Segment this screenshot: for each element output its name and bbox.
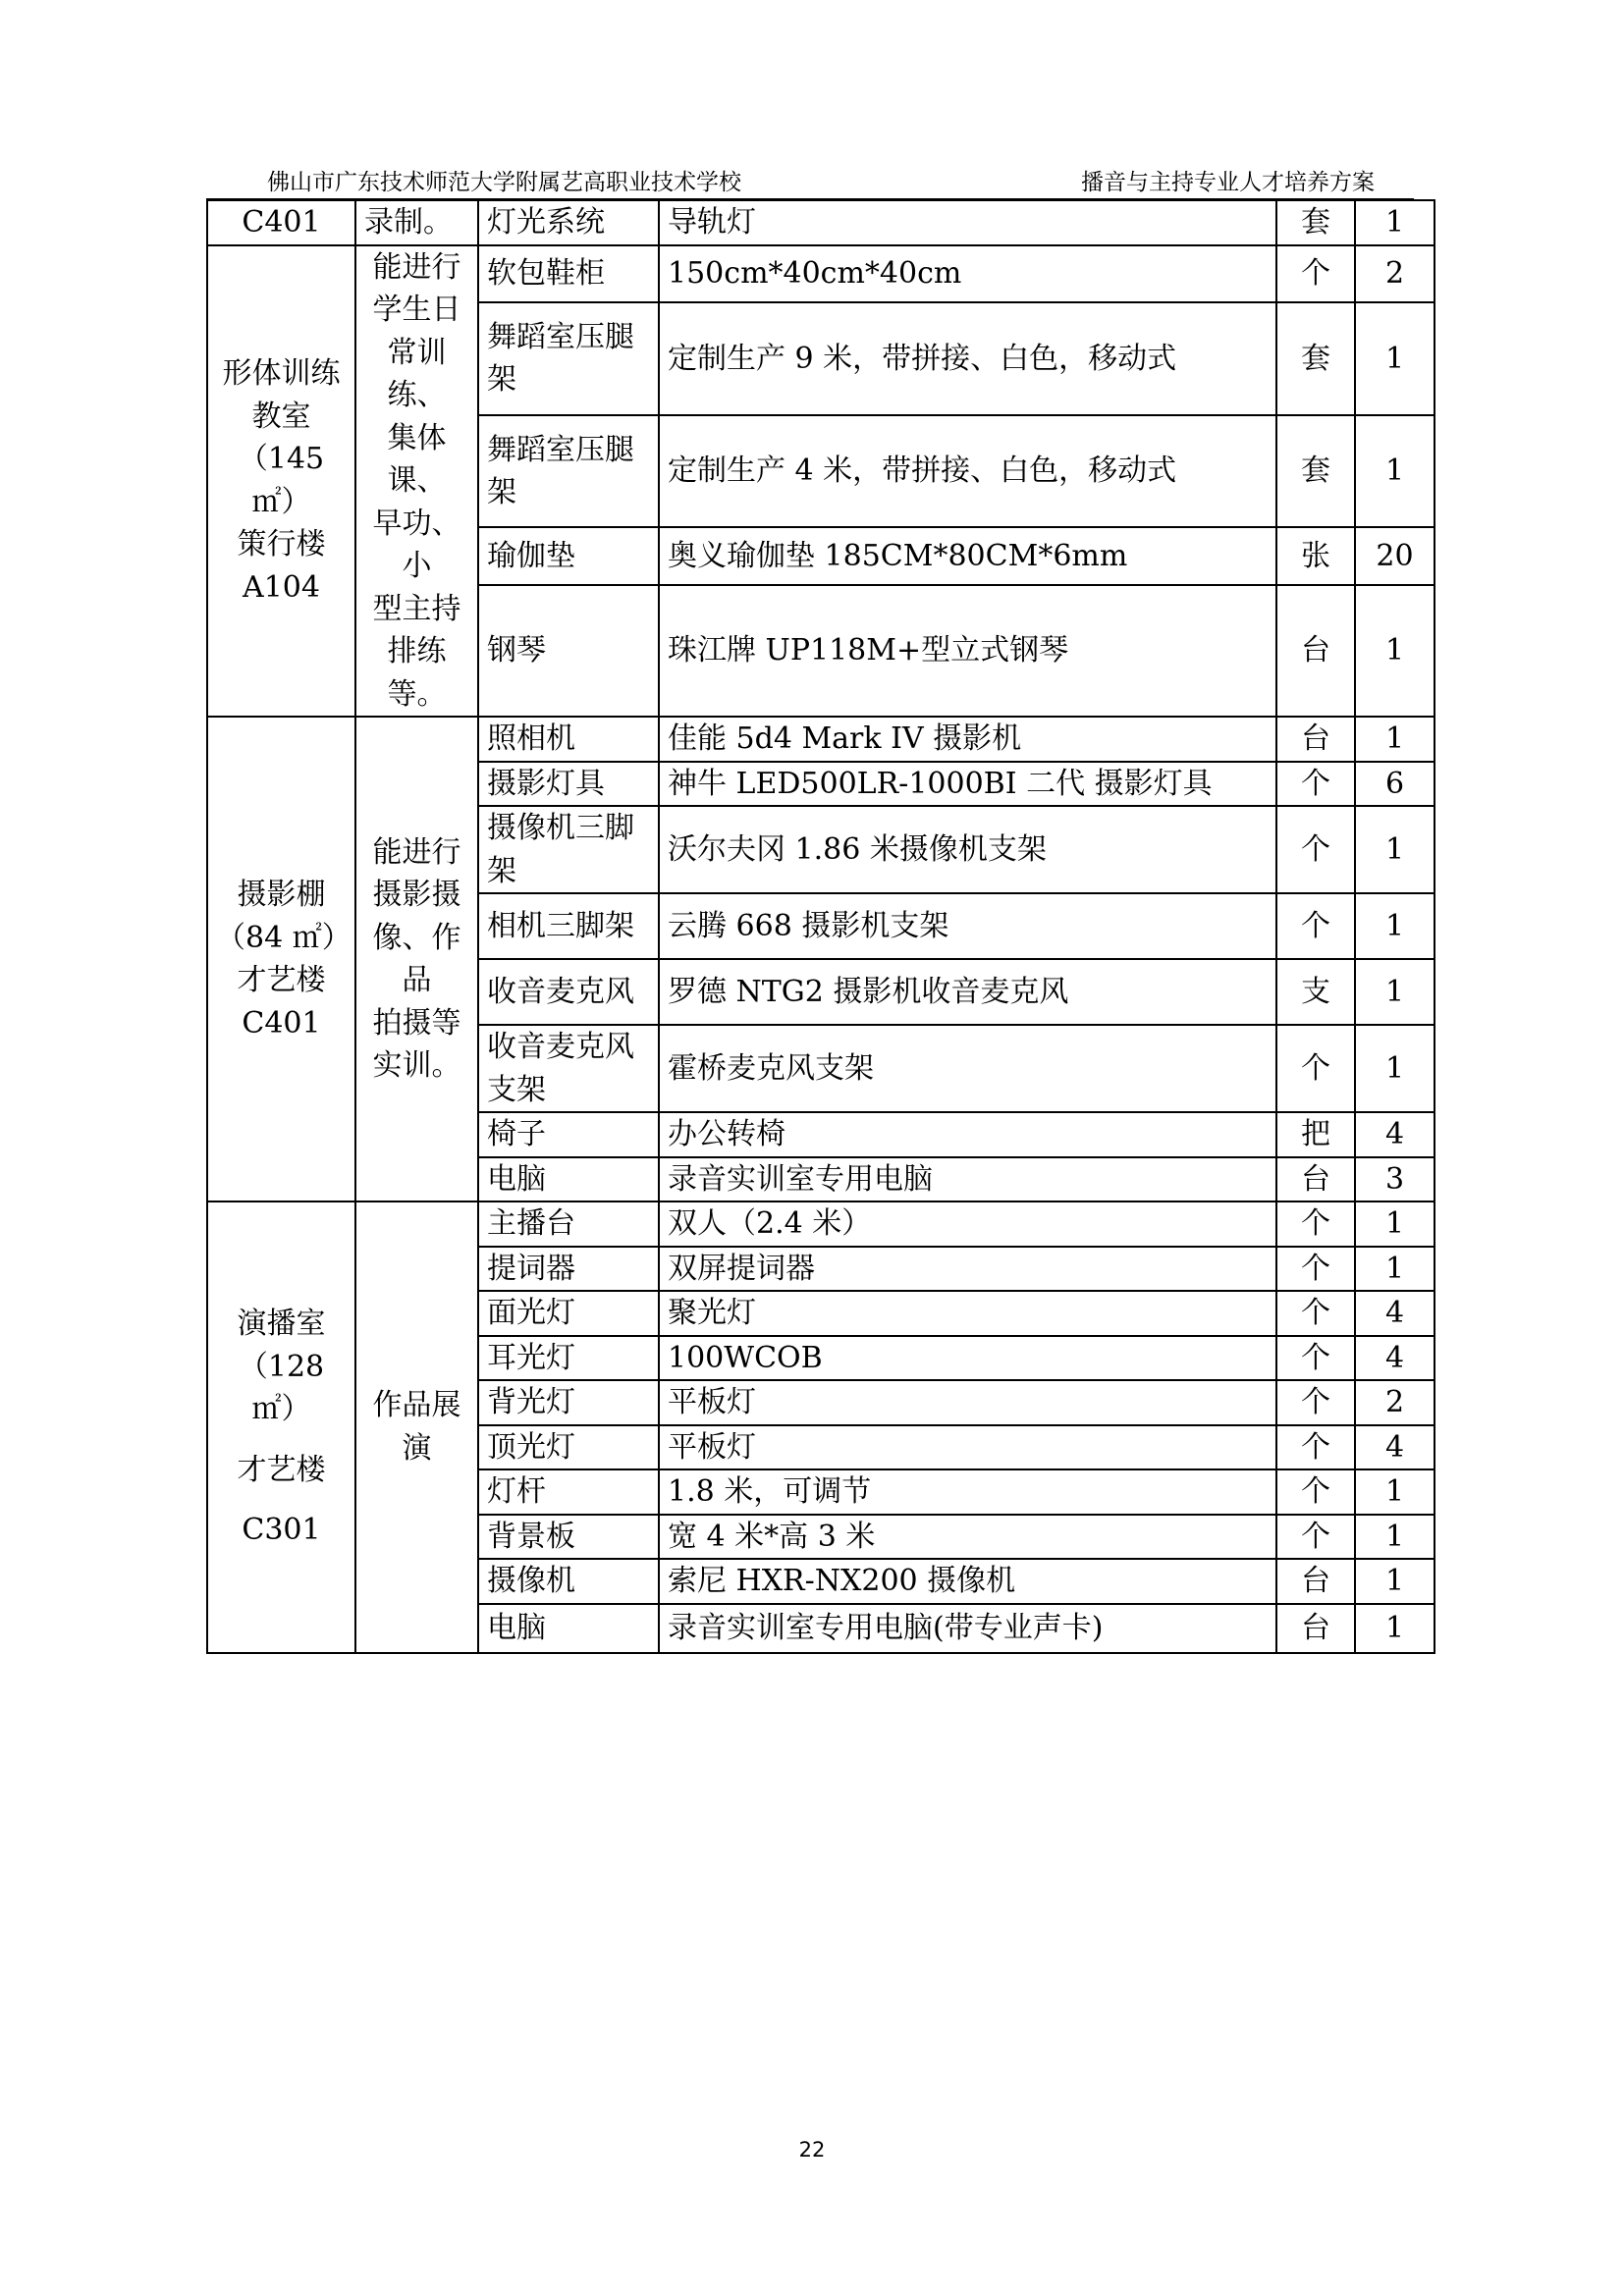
function-cell: 录制。 xyxy=(355,200,478,245)
quantity-cell: 1 xyxy=(1355,1469,1435,1515)
room-line: 演播室 xyxy=(237,1307,326,1341)
room-cell: C401 xyxy=(207,200,355,245)
equipment-spec: 沃尔夫冈 1.86 米摄像机支架 xyxy=(659,806,1276,893)
equipment-name: 瑜伽垫 xyxy=(478,527,659,585)
unit-cell: 台 xyxy=(1276,717,1355,762)
equipment-spec: 奥义瑜伽垫 185CM*80CM*6mm xyxy=(659,527,1276,585)
equipment-name: 电脑 xyxy=(478,1157,659,1202)
quantity-cell: 4 xyxy=(1355,1291,1435,1336)
equipment-table xyxy=(206,199,1435,1654)
equipment-name: 摄像机三脚架 xyxy=(478,806,659,893)
table-row xyxy=(207,1201,1435,1247)
quantity-cell: 1 xyxy=(1355,1515,1435,1560)
function-line: 学生日 xyxy=(372,293,461,327)
unit-cell: 个 xyxy=(1276,1201,1355,1247)
equipment-spec: 平板灯 xyxy=(659,1380,1276,1425)
equipment-name: 提词器 xyxy=(478,1247,659,1292)
unit-cell: 个 xyxy=(1276,806,1355,893)
unit-cell: 套 xyxy=(1276,200,1355,245)
unit-cell: 支 xyxy=(1276,959,1355,1025)
equipment-name: 舞蹈室压腿架 xyxy=(478,415,659,528)
equipment-name: 摄像机 xyxy=(478,1559,659,1604)
equipment-name: 照相机 xyxy=(478,717,659,762)
unit-cell: 个 xyxy=(1276,1336,1355,1381)
equipment-spec: 佳能 5d4 Mark IV 摄影机 xyxy=(659,717,1276,762)
room-line: 策行楼 xyxy=(237,527,326,562)
room-cell xyxy=(207,717,355,1201)
unit-cell: 套 xyxy=(1276,415,1355,528)
quantity-cell: 1 xyxy=(1355,1025,1435,1112)
room-line: C401 xyxy=(242,1005,321,1041)
quantity-cell: 1 xyxy=(1355,585,1435,717)
document-title: 播音与主持专业人才培养方案 xyxy=(1081,170,1375,195)
unit-cell: 台 xyxy=(1276,1157,1355,1202)
equipment-spec: 导轨灯 xyxy=(659,200,1276,245)
equipment-name: 背景板 xyxy=(478,1515,659,1560)
function-cell xyxy=(355,717,478,1201)
equipment-spec: 定制生产 9 米，带拼接、白色，移动式 xyxy=(659,302,1276,415)
unit-cell: 把 xyxy=(1276,1112,1355,1157)
room-line: 摄影棚 xyxy=(237,878,326,912)
equipment-name: 电脑 xyxy=(478,1604,659,1653)
function-line: 能进行 xyxy=(372,249,461,285)
equipment-spec: 宽 4 米*高 3 米 xyxy=(659,1515,1276,1560)
quantity-cell: 1 xyxy=(1355,200,1435,245)
room-line: （145 ㎡） xyxy=(238,442,325,519)
quantity-cell: 1 xyxy=(1355,959,1435,1025)
quantity-cell: 1 xyxy=(1355,415,1435,528)
quantity-cell: 1 xyxy=(1355,1201,1435,1247)
function-line: 拍摄等 xyxy=(372,1005,461,1041)
room-line: A104 xyxy=(243,569,320,605)
unit-cell: 台 xyxy=(1276,1559,1355,1604)
quantity-cell: 4 xyxy=(1355,1112,1435,1157)
equipment-spec: 神牛 LED500LR-1000BI 二代 摄影灯具 xyxy=(659,762,1276,807)
equipment-name: 椅子 xyxy=(478,1112,659,1157)
equipment-name: 相机三脚架 xyxy=(478,893,659,959)
equipment-spec: 平板灯 xyxy=(659,1425,1276,1470)
quantity-cell: 3 xyxy=(1355,1157,1435,1202)
equipment-spec: 录音实训室专用电脑(带专业声卡) xyxy=(659,1604,1276,1653)
equipment-name: 收音麦克风支架 xyxy=(478,1025,659,1112)
equipment-spec: 索尼 HXR-NX200 摄像机 xyxy=(659,1559,1276,1604)
equipment-spec: 办公转椅 xyxy=(659,1112,1276,1157)
unit-cell: 个 xyxy=(1276,762,1355,807)
quantity-cell: 2 xyxy=(1355,1380,1435,1425)
room-line: 才艺楼 xyxy=(237,963,326,997)
table-row xyxy=(207,200,1435,245)
function-cell xyxy=(355,1201,478,1653)
room-line: C301 xyxy=(242,1513,321,1547)
equipment-name: 收音麦克风 xyxy=(478,959,659,1025)
equipment-name: 灯杆 xyxy=(478,1469,659,1515)
equipment-spec: 珠江牌 UP118M+型立式钢琴 xyxy=(659,585,1276,717)
equipment-name: 软包鞋柜 xyxy=(478,245,659,303)
unit-cell: 套 xyxy=(1276,302,1355,415)
page-number: 22 xyxy=(798,2138,826,2162)
unit-cell: 个 xyxy=(1276,245,1355,303)
quantity-cell: 1 xyxy=(1355,1247,1435,1292)
unit-cell: 台 xyxy=(1276,1604,1355,1653)
equipment-name: 舞蹈室压腿架 xyxy=(478,302,659,415)
equipment-name: 钢琴 xyxy=(478,585,659,717)
unit-cell: 个 xyxy=(1276,893,1355,959)
quantity-cell: 1 xyxy=(1355,893,1435,959)
quantity-cell: 6 xyxy=(1355,762,1435,807)
function-line: 早功、小 xyxy=(372,506,461,583)
unit-cell: 个 xyxy=(1276,1425,1355,1470)
quantity-cell: 1 xyxy=(1355,717,1435,762)
unit-cell: 台 xyxy=(1276,585,1355,717)
equipment-spec: 聚光灯 xyxy=(659,1291,1276,1336)
function-line: 演 xyxy=(402,1430,432,1466)
function-line: 排练等。 xyxy=(387,634,447,712)
table-row xyxy=(207,245,1435,303)
quantity-cell: 1 xyxy=(1355,806,1435,893)
unit-cell: 个 xyxy=(1276,1247,1355,1292)
function-line: 实训。 xyxy=(372,1048,461,1083)
equipment-name: 摄影灯具 xyxy=(478,762,659,807)
room-line: （128 ㎡） xyxy=(238,1349,325,1426)
quantity-cell: 4 xyxy=(1355,1425,1435,1470)
equipment-name: 面光灯 xyxy=(478,1291,659,1336)
page-header xyxy=(206,160,1414,199)
equipment-spec: 150cm*40cm*40cm xyxy=(659,245,1276,303)
unit-cell: 个 xyxy=(1276,1469,1355,1515)
room-line: 教室 xyxy=(251,399,311,434)
function-line: 常训练、 xyxy=(387,335,447,412)
equipment-spec: 双人（2.4 米） xyxy=(659,1201,1276,1247)
equipment-spec: 录音实训室专用电脑 xyxy=(659,1157,1276,1202)
equipment-spec: 1.8 米，可调节 xyxy=(659,1469,1276,1515)
room-line: 形体训练 xyxy=(222,356,341,392)
room-cell xyxy=(207,1201,355,1653)
function-line: 像、作品 xyxy=(372,920,461,997)
equipment-name: 灯光系统 xyxy=(478,200,659,245)
equipment-spec: 云腾 668 摄影机支架 xyxy=(659,893,1276,959)
equipment-spec: 定制生产 4 米，带拼接、白色，移动式 xyxy=(659,415,1276,528)
unit-cell: 张 xyxy=(1276,527,1355,585)
unit-cell: 个 xyxy=(1276,1291,1355,1336)
unit-cell: 个 xyxy=(1276,1025,1355,1112)
function-line: 集体课、 xyxy=(387,420,447,498)
equipment-name: 耳光灯 xyxy=(478,1336,659,1381)
quantity-cell: 2 xyxy=(1355,245,1435,303)
equipment-name: 顶光灯 xyxy=(478,1425,659,1470)
room-line: 才艺楼 xyxy=(237,1452,326,1487)
function-line: 摄影摄 xyxy=(372,878,461,912)
room-line: （84 ㎡） xyxy=(216,920,352,955)
quantity-cell: 4 xyxy=(1355,1336,1435,1381)
equipment-spec: 罗德 NTG2 摄影机收音麦克风 xyxy=(659,959,1276,1025)
function-line: 能进行 xyxy=(372,834,461,870)
equipment-spec: 霍桥麦克风支架 xyxy=(659,1025,1276,1112)
equipment-spec: 双屏提词器 xyxy=(659,1247,1276,1292)
function-line: 作品展 xyxy=(372,1388,461,1423)
equipment-spec: 100WCOB xyxy=(659,1336,1276,1381)
function-cell xyxy=(355,245,478,718)
room-cell xyxy=(207,245,355,718)
quantity-cell: 20 xyxy=(1355,527,1435,585)
quantity-cell: 1 xyxy=(1355,1604,1435,1653)
function-line: 型主持 xyxy=(372,591,461,626)
quantity-cell: 1 xyxy=(1355,1559,1435,1604)
unit-cell: 个 xyxy=(1276,1380,1355,1425)
school-name: 佛山市广东技术师范大学附属艺高职业技术学校 xyxy=(267,170,741,195)
unit-cell: 个 xyxy=(1276,1515,1355,1560)
equipment-name: 背光灯 xyxy=(478,1380,659,1425)
quantity-cell: 1 xyxy=(1355,302,1435,415)
equipment-name: 主播台 xyxy=(478,1201,659,1247)
table-row xyxy=(207,717,1435,762)
